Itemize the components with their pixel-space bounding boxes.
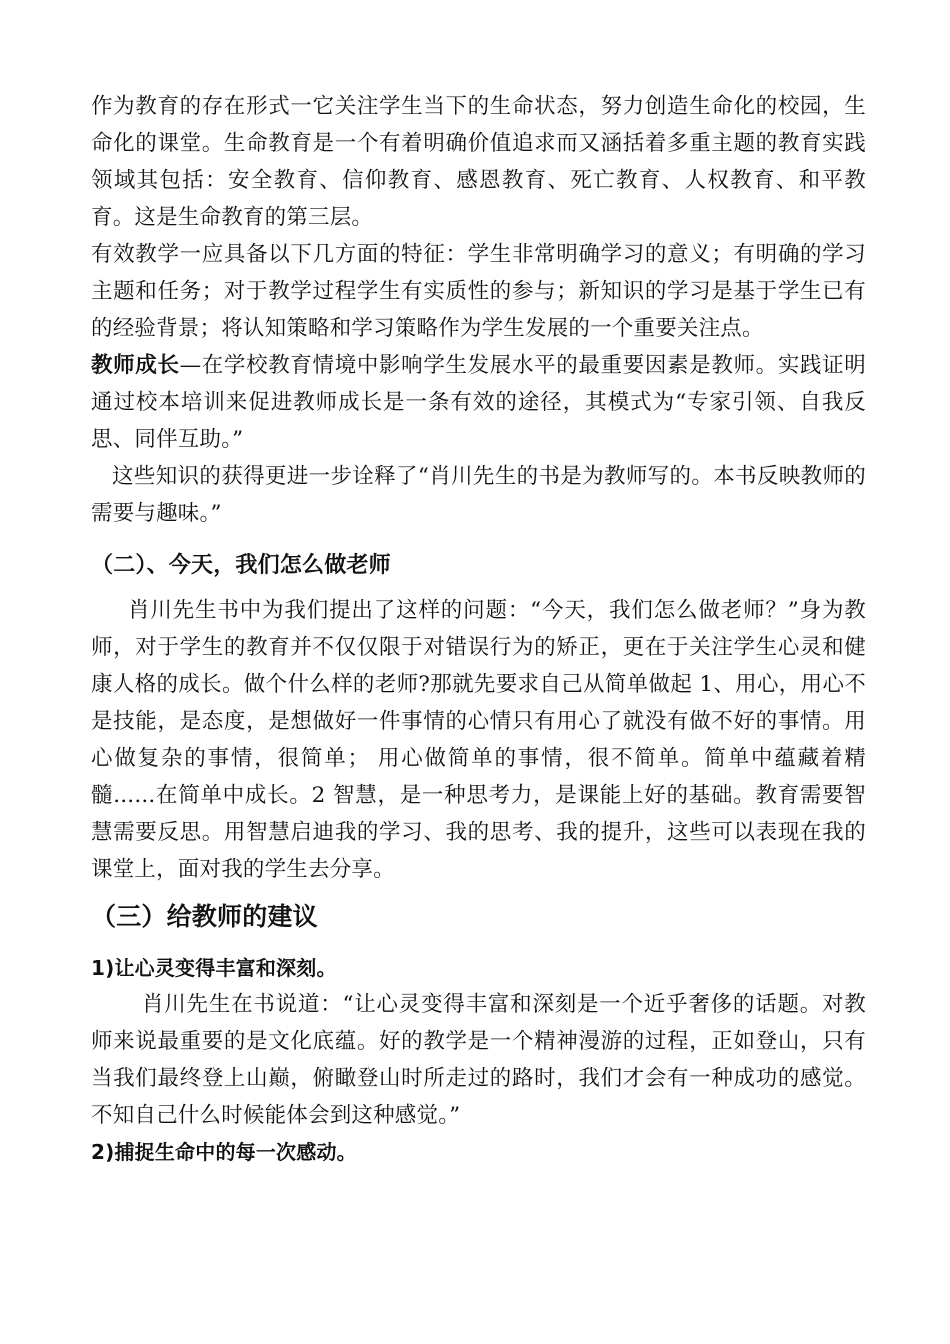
advice-item-2-title: 2)捕捉生命中的每一次感动。 [91,1140,357,1164]
paragraph-life-education: 作为教育的存在形式一它关注学生当下的生命状态，努力创造生命化的校园，生命化的课堂。生命教育是一个有着明确价值追求而又涵括着多重主题的教育实践领域其包括：安全教育、信仰教育、感恩教育、死亡教育、人权教育、和平教育。这是生命教育的第三层。 [91,94,866,230]
teacher-growth-text: —在学校教育情境中影响学生发展水平的最重要因素是教师。实践证明通过校本培训来促进教师成长是一条有效的途径，其模式为“专家引领、自我反思、同伴互助。” [91,353,866,452]
paragraph-how-to-teach: 肖川先生书中为我们提出了这样的问题：“今天，我们怎么做老师？”身为教师，对于学生的教育并不仅仅限于对错误行为的矫正，更在于关注学生心灵和健康人格的成长。做个什么样的老师?那就先要求自己从简单做起 1、用心，用心不是技能，是态度，是想做好一件事情的心情只有用心了就没有做不好的事情。用心做复杂的事情，很简单； 用心做简单的事情，很不简单。简单中蕴藏着精髓......在简单中成长。2 智慧，是一种思考力，是课能上好的基础。教育需要智慧需要反思。用智慧启迪我的学习、我的思考、我的提升，这些可以表现在我的课堂上，面对我的学生去分享。 [91,598,866,882]
paragraph-teacher-growth [91,347,866,458]
term-teacher-growth: 教师成长 [91,353,180,378]
section-heading-how-to-teach: （二）、今天，我们怎么做老师 [91,553,391,578]
document-page [91,88,866,1170]
paragraph-effective-teaching: 有效教学一应具备以下几方面的特征：学生非常明确学习的意义；有明确的学习主题和任务；对于教学过程学生有实质性的参与；新知识的学习是基于学生已有的经验背景；将认知策略和学习策略作为学生发展的一个重要关注点。 [91,242,866,341]
advice-item-1-title: 1)让心灵变得丰富和深刻。 [91,956,337,980]
section-heading-advice: （三）给教师的建议 [91,902,318,931]
paragraph-knowledge-summary: 这些知识的获得更进一步诠释了“肖川先生的书是为教师写的。本书反映教师的需要与趣味。” [91,464,866,526]
advice-item-1-body: 肖川先生在书说道：“让心灵变得丰富和深刻是一个近乎奢侈的话题。对教师来说最重要的是文化底蕴。好的教学是一个精神漫游的过程，正如登山，只有当我们最终登上山巅，俯瞰登山时所走过的路时，我们才会有一种成功的感觉。不知自己什么时候能体会到这种感觉。” [91,992,866,1128]
